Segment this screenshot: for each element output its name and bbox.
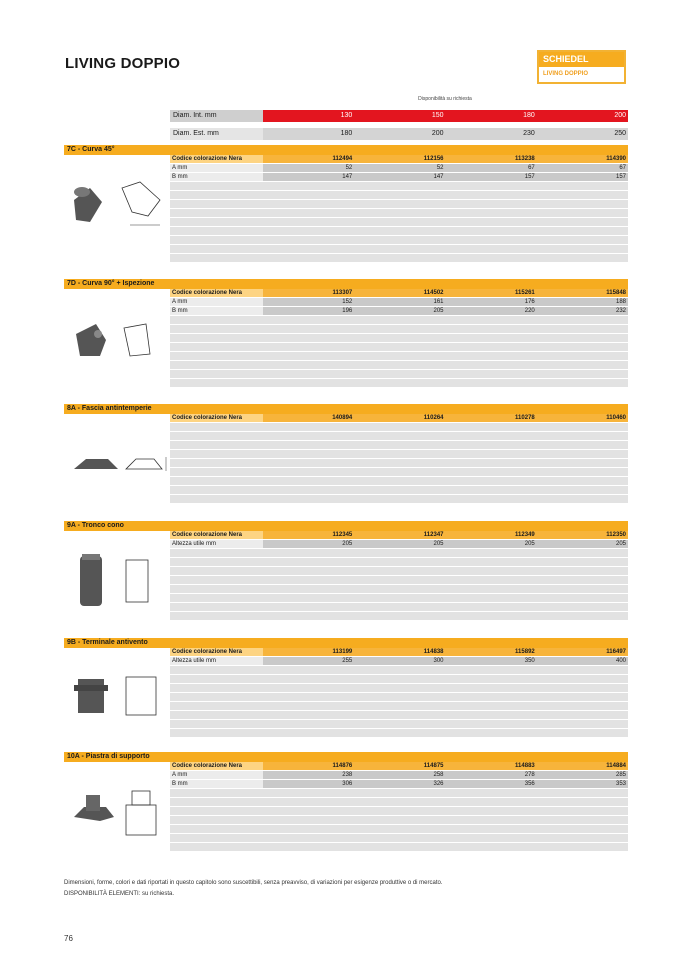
section-title: 9B - Terminale antivento: [64, 638, 628, 648]
code-label: Codice colorazione Nera: [170, 414, 263, 422]
code-value: 113307: [332, 290, 353, 296]
section-table: [170, 155, 628, 263]
empty-row: [170, 379, 628, 387]
dimension-label: B mm: [170, 173, 263, 181]
code-value: 115848: [606, 290, 626, 296]
empty-row: [170, 702, 628, 710]
header-int-value: 130: [340, 112, 353, 119]
dimension-label: A mm: [170, 164, 263, 172]
dimension-value: 255: [342, 658, 353, 664]
section-table: [170, 414, 628, 504]
product-image: [70, 546, 170, 616]
empty-row: [170, 423, 628, 431]
dimension-label: B mm: [170, 780, 263, 788]
code-row: [170, 762, 628, 770]
header-ext-value: 200: [431, 130, 444, 137]
section-title: 7C - Curva 45°: [64, 145, 628, 155]
code-label: Codice colorazione Nera: [170, 762, 263, 770]
logo-line: LIVING DOPPIO: [543, 71, 589, 77]
code-row: [170, 531, 628, 539]
empty-row: [170, 675, 628, 683]
empty-row: [170, 558, 628, 566]
dimension-value: 232: [615, 308, 626, 314]
empty-row: [170, 200, 628, 208]
empty-row: [170, 182, 628, 190]
empty-row: [170, 729, 628, 737]
header-internal-diameter: [170, 110, 628, 122]
product-image: [70, 429, 170, 499]
empty-row: [170, 245, 628, 253]
empty-row: [170, 477, 628, 485]
product-illustration: [70, 663, 170, 733]
brand-logo: [537, 50, 626, 84]
page-title: LIVING DOPPIO: [65, 55, 181, 72]
code-value: 114883: [515, 763, 535, 769]
dimension-value: 161: [433, 299, 444, 305]
empty-row: [170, 254, 628, 262]
dimension-value: 205: [524, 541, 535, 547]
header-ext-label: Diam. Est. mm: [170, 128, 263, 140]
header-int-value: 200: [614, 112, 626, 119]
empty-row: [170, 567, 628, 575]
empty-row: [170, 594, 628, 602]
header-int-label: Diam. Int. mm: [170, 110, 263, 122]
empty-row: [170, 432, 628, 440]
empty-row: [170, 343, 628, 351]
empty-row: [170, 459, 628, 467]
section-table: [170, 531, 628, 621]
dimension-value: 196: [342, 308, 353, 314]
code-value: 110460: [606, 415, 626, 421]
empty-row: [170, 693, 628, 701]
code-value: 113238: [515, 156, 535, 162]
empty-row: [170, 603, 628, 611]
dimension-label: Altezza utile mm: [170, 540, 263, 548]
code-row: [170, 289, 628, 297]
product-section: [64, 404, 628, 514]
empty-row: [170, 352, 628, 360]
product-section: [64, 638, 628, 746]
section-table: [170, 648, 628, 738]
code-value: 110278: [515, 415, 535, 421]
footnote: [64, 878, 443, 900]
empty-row: [170, 441, 628, 449]
empty-row: [170, 325, 628, 333]
header-ext-value: 230: [523, 130, 535, 137]
dimension-value: 326: [433, 781, 444, 787]
dimension-row: [170, 298, 628, 306]
product-illustration: [70, 546, 170, 616]
code-value: 115892: [515, 649, 535, 655]
dimension-value: 353: [615, 781, 626, 787]
dimension-value: 52: [436, 165, 444, 171]
dimension-value: 278: [524, 772, 535, 778]
product-section: [64, 752, 628, 862]
empty-row: [170, 843, 628, 851]
product-section: [64, 521, 628, 631]
section-table: [170, 289, 628, 388]
code-label: Codice colorazione Nera: [170, 531, 263, 539]
dimension-value: 157: [524, 174, 535, 180]
code-value: 112349: [515, 532, 535, 538]
dimension-value: 67: [619, 165, 626, 171]
code-label: Codice colorazione Nera: [170, 289, 263, 297]
empty-row: [170, 334, 628, 342]
code-value: 114390: [606, 156, 626, 162]
code-row: [170, 414, 628, 422]
empty-row: [170, 720, 628, 728]
product-illustration: [70, 304, 170, 374]
dimension-value: 238: [342, 772, 353, 778]
product-image: [70, 304, 170, 374]
empty-row: [170, 316, 628, 324]
header-ext-value: 250: [614, 130, 626, 137]
code-value: 114876: [332, 763, 353, 769]
footnote-line-2: DISPONIBILITÀ ELEMENTI: su richiesta.: [64, 891, 175, 897]
empty-row: [170, 370, 628, 378]
dimension-label: A mm: [170, 298, 263, 306]
dimension-row: [170, 164, 628, 172]
dimension-row: [170, 307, 628, 315]
header-int-value: 180: [523, 112, 535, 119]
dimension-value: 67: [528, 165, 535, 171]
dimension-row: [170, 780, 628, 788]
code-value: 112345: [332, 532, 353, 538]
code-value: 114884: [606, 763, 626, 769]
empty-row: [170, 798, 628, 806]
dimension-label: A mm: [170, 771, 263, 779]
dimension-value: 205: [615, 541, 626, 547]
dimension-row: [170, 540, 628, 548]
empty-row: [170, 576, 628, 584]
product-section: [64, 279, 628, 397]
empty-row: [170, 486, 628, 494]
dimension-value: 176: [524, 299, 535, 305]
empty-row: [170, 585, 628, 593]
dimension-value: 205: [433, 308, 444, 314]
dimension-value: 306: [342, 781, 353, 787]
code-value: 110264: [423, 415, 444, 421]
product-image: [70, 170, 170, 240]
empty-row: [170, 834, 628, 842]
product-image: [70, 663, 170, 733]
code-value: 112347: [423, 532, 444, 538]
footnote-line-1: Dimensioni, forme, colori e dati riportati in questo capitolo sono suscettibili, senza preavviso, di variazioni per esigenze produttive o di mercato.: [64, 880, 443, 886]
code-value: 116497: [606, 649, 626, 655]
dimension-value: 205: [342, 541, 353, 547]
logo-brand: SCHIEDEL: [539, 52, 624, 67]
dimension-value: 205: [433, 541, 444, 547]
code-row: [170, 155, 628, 163]
empty-row: [170, 450, 628, 458]
dimension-row: [170, 173, 628, 181]
code-value: 112350: [606, 532, 626, 538]
product-illustration: [70, 170, 170, 240]
empty-row: [170, 684, 628, 692]
empty-row: [170, 711, 628, 719]
dimension-value: 400: [615, 658, 626, 664]
empty-row: [170, 825, 628, 833]
dimension-row: [170, 771, 628, 779]
empty-row: [170, 191, 628, 199]
code-value: 112156: [423, 156, 444, 162]
code-value: 112494: [332, 156, 353, 162]
product-illustration: [70, 777, 170, 847]
code-label: Codice colorazione Nera: [170, 155, 263, 163]
header-external-diameter: [170, 128, 628, 140]
section-title: 10A - Piastra di supporto: [64, 752, 628, 762]
dimension-value: 350: [524, 658, 535, 664]
product-section: [64, 145, 628, 270]
dimension-row: [170, 657, 628, 665]
dimension-value: 157: [615, 174, 626, 180]
section-title: 7D - Curva 90° + Ispezione: [64, 279, 628, 289]
empty-row: [170, 218, 628, 226]
header-int-value: 150: [431, 112, 444, 119]
header-ext-value: 180: [340, 130, 353, 137]
code-value: 140894: [332, 415, 353, 421]
empty-row: [170, 612, 628, 620]
section-title: 9A - Tronco cono: [64, 521, 628, 531]
code-value: 114875: [423, 763, 444, 769]
empty-row: [170, 807, 628, 815]
empty-row: [170, 236, 628, 244]
product-image: [70, 777, 170, 847]
product-illustration: [70, 429, 170, 499]
empty-row: [170, 495, 628, 503]
empty-row: [170, 361, 628, 369]
dimension-value: 147: [433, 174, 444, 180]
dimension-value: 220: [524, 308, 535, 314]
dimension-label: B mm: [170, 307, 263, 315]
empty-row: [170, 789, 628, 797]
empty-row: [170, 549, 628, 557]
dimension-value: 285: [615, 772, 626, 778]
code-value: 114838: [423, 649, 444, 655]
dimension-value: 188: [615, 299, 626, 305]
dimension-value: 52: [345, 165, 353, 171]
code-value: 115261: [515, 290, 535, 296]
empty-row: [170, 666, 628, 674]
code-row: [170, 648, 628, 656]
dimension-value: 356: [524, 781, 535, 787]
page-number: 76: [64, 934, 73, 943]
dimension-value: 152: [342, 299, 353, 305]
section-title: 8A - Fascia antintemperie: [64, 404, 628, 414]
availability-note: Disponibilità su richiesta: [418, 96, 472, 102]
code-label: Codice colorazione Nera: [170, 648, 263, 656]
dimension-value: 147: [342, 174, 353, 180]
empty-row: [170, 209, 628, 217]
section-table: [170, 762, 628, 852]
empty-row: [170, 227, 628, 235]
dimension-value: 300: [433, 658, 444, 664]
code-value: 114502: [423, 290, 444, 296]
code-value: 113199: [332, 649, 353, 655]
empty-row: [170, 468, 628, 476]
dimension-value: 258: [433, 772, 444, 778]
empty-row: [170, 816, 628, 824]
dimension-label: Altezza utile mm: [170, 657, 263, 665]
